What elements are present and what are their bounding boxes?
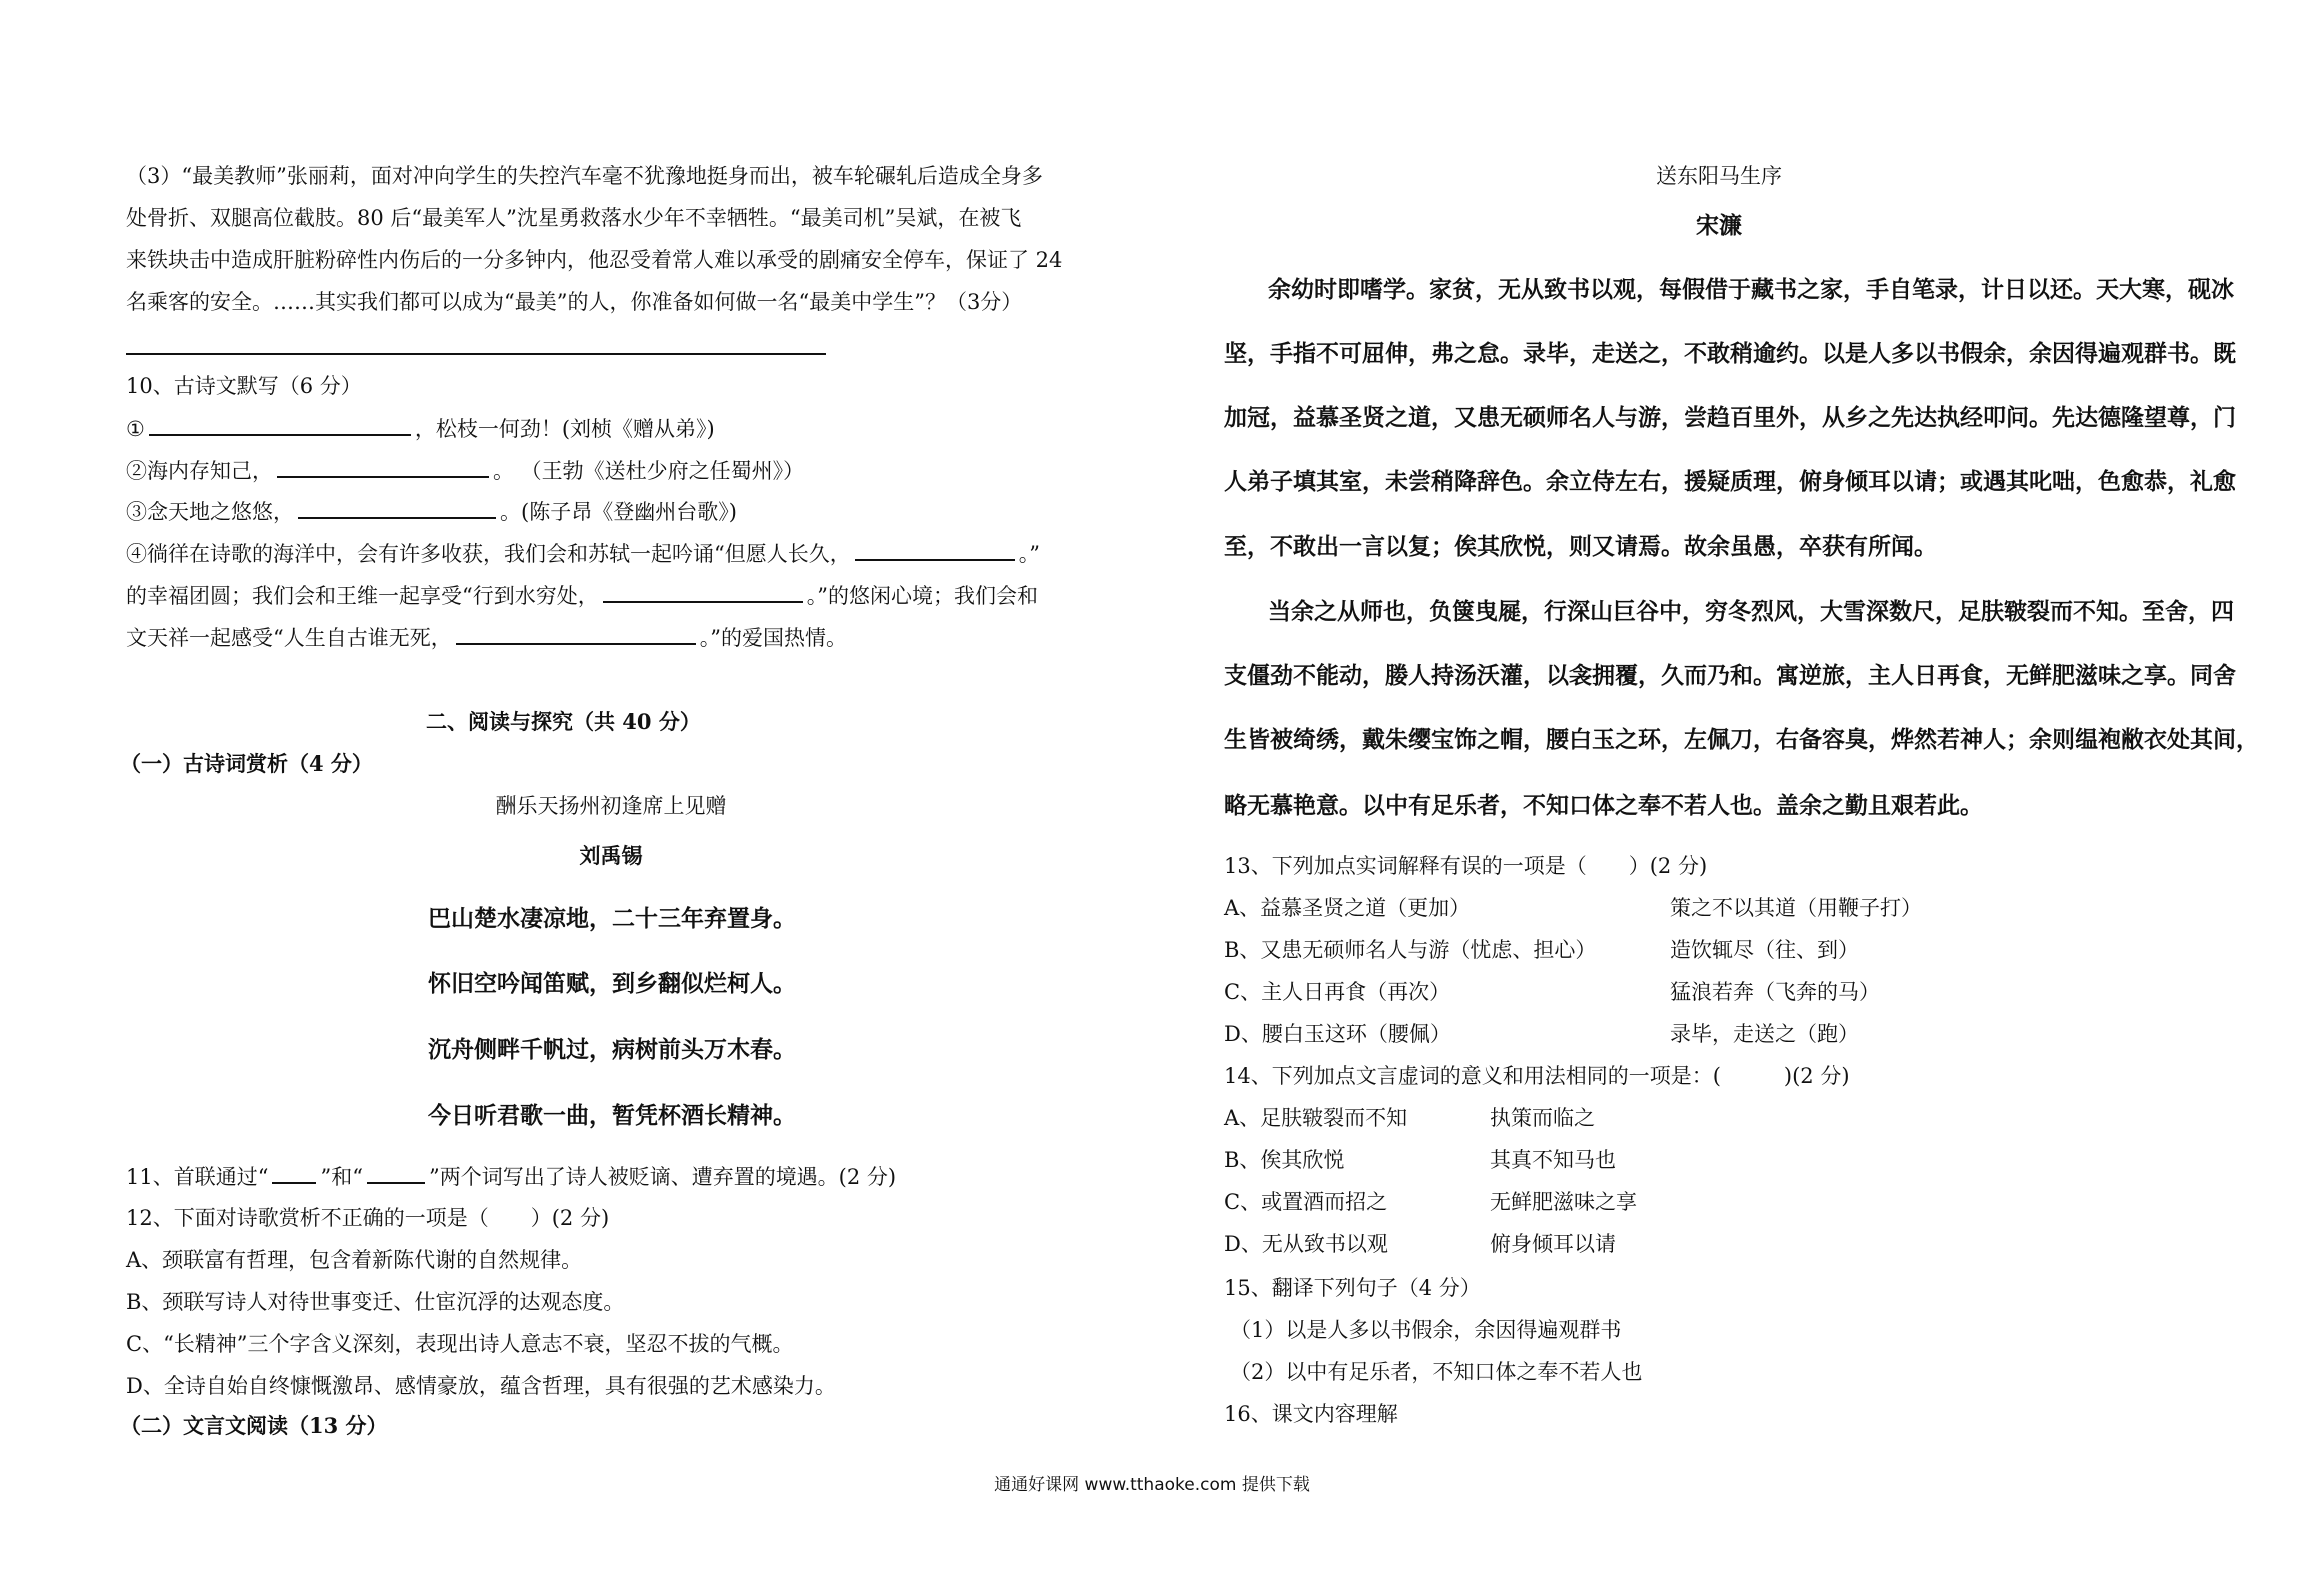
q10-item4-line2	[126, 581, 1038, 610]
essay-title: 送东阳马生序	[1656, 164, 1782, 188]
q13-d-left: D、腰白玉这环（腰佩）	[1224, 1022, 1451, 1046]
para1-line3: 加冠，益慕圣贤之道，又患无硕师名人与游，尝趋百里外，从乡之先达执经叩问。先达德隆望尊，门	[1224, 404, 2236, 431]
poem-line-4: 今日听君歌一曲，暂凭杯酒长精神。	[428, 1102, 796, 1129]
q11-c: ”两个词写出了诗人被贬谪、遭弃置的境遇。(2 分)	[428, 1165, 897, 1189]
q14-d-right: 俯身倾耳以请	[1490, 1232, 1616, 1256]
q9-3-line2: 处骨折、双腿高位截肢。80 后“最美军人”沈星勇救落水少年不幸牺牲。“最美司机”吴斌，在被飞	[126, 206, 1022, 230]
q10-item2	[126, 456, 804, 485]
poem-author: 刘禹锡	[579, 843, 643, 868]
q14-b-right: 其真不知马也	[1490, 1148, 1616, 1172]
q14-c-right: 无鲜肥滋味之享	[1490, 1190, 1637, 1214]
q10-item4-e: 文天祥一起感受“人生自古谁无死，	[126, 626, 452, 650]
q14-b-left: B、俟其欣悦	[1224, 1148, 1345, 1172]
q14-d-left: D、无从致书以观	[1224, 1232, 1388, 1256]
q12-option-b: B、颈联写诗人对待世事变迁、仕宦沉浮的达观态度。	[126, 1290, 625, 1314]
q10-item4-d: 。”的悠闲心境；我们会和	[806, 584, 1038, 608]
q10-item2-suffix: 。 （王勃《送杜少府之任蜀州》）	[493, 459, 805, 483]
q14-a-left: A、足肤皲裂而不知	[1224, 1106, 1408, 1130]
q10-item1-prefix: ①	[126, 417, 145, 441]
blank-1[interactable]	[149, 414, 411, 436]
q13-c-right: 猛浪若奔（飞奔的马）	[1670, 980, 1880, 1004]
q9-3-line1: （3）“最美教师”张丽莉，面对冲向学生的失控汽车毫不犹豫地挺身而出，被车轮碾轧后造成全身多	[126, 164, 1043, 188]
q12-option-a: A、颈联富有哲理，包含着新陈代谢的自然规律。	[126, 1248, 583, 1272]
poem-line-3: 沉舟侧畔千帆过，病树前头万木春。	[428, 1036, 796, 1063]
blank-q11-2[interactable]	[367, 1162, 425, 1184]
footer-credit: 通通好课网 www.tthaoke.com 提供下载	[994, 1475, 1310, 1495]
q10-item1-suffix: ，松枝一何劲！(刘桢《赠从弟》)	[414, 417, 715, 441]
answer-line	[126, 353, 826, 355]
blank-2[interactable]	[277, 456, 489, 478]
q13-b-left: B、又患无硕师名人与游（忧虑、担心）	[1224, 938, 1597, 962]
q14-title: 14、下列加点文言虚词的意义和用法相同的一项是：( )(2 分)	[1224, 1064, 1850, 1088]
q10-item3-prefix: ③念天地之悠悠，	[126, 500, 294, 524]
q11-a: 11、首联通过“	[126, 1165, 269, 1189]
blank-5[interactable]	[603, 581, 803, 603]
q16-title: 16、课文内容理解	[1224, 1402, 1398, 1426]
para1-line4: 人弟子填其室，未尝稍降辞色。余立侍左右，援疑质理，俯身倾耳以请；或遇其叱咄，色愈恭，礼愈	[1224, 468, 2236, 495]
part2-title: （二）文言文阅读（13 分）	[120, 1413, 388, 1438]
para2-line4: 略无慕艳意。以中有足乐者，不知口体之奉不若人也。盖余之勤且艰若此。	[1224, 792, 1983, 819]
q13-c-left: C、主人日再食（再次）	[1224, 980, 1451, 1004]
blank-q11-1[interactable]	[272, 1162, 316, 1184]
q15-item1: （1）以是人多以书假余，余因得遍观群书	[1230, 1318, 1622, 1342]
q10-item4-line1	[126, 539, 1040, 568]
q10-item3-suffix: 。(陈子昂《登幽州台歌》)	[500, 500, 737, 524]
q13-d-right: 录毕，走送之（跑）	[1670, 1022, 1859, 1046]
para1-line1: 余幼时即嗜学。家贫，无从致书以观，每假借于藏书之家，手自笔录，计日以还。天大寒，砚冰	[1268, 276, 2234, 303]
q10-item4-a: ④徜徉在诗歌的海洋中，会有许多收获，我们会和苏轼一起吟诵“但愿人长久，	[126, 542, 851, 566]
para1-line5: 至，不敢出一言以复；俟其欣悦，则又请焉。故余虽愚，卒获有所闻。	[1224, 533, 1937, 560]
q10-item1	[126, 414, 715, 443]
q10-title: 10、古诗文默写（6 分）	[126, 374, 362, 398]
essay-author: 宋濂	[1696, 212, 1742, 239]
poem-line-2: 怀旧空吟闻笛赋，到乡翻似烂柯人。	[428, 970, 796, 997]
q12-option-d: D、全诗自始自终慷慨激昂、感情豪放，蕴含哲理，具有很强的艺术感染力。	[126, 1374, 836, 1398]
q9-3-line3: 来铁块击中造成肝脏粉碎性内伤后的一分多钟内，他忍受着常人难以承受的剧痛安全停车，保证了 24	[126, 248, 1063, 272]
q10-item2-prefix: ②海内存知己，	[126, 459, 273, 483]
q15-item2: （2）以中有足乐者，不知口体之奉不若人也	[1230, 1360, 1643, 1384]
poem-line-1: 巴山楚水凄凉地，二十三年弃置身。	[428, 905, 796, 932]
blank-6[interactable]	[456, 623, 696, 645]
para2-line3: 生皆被绮绣，戴朱缨宝饰之帽，腰白玉之环，左佩刀，右备容臭，烨然若神人；余则缊袍敝衣处其间，	[1224, 726, 2259, 753]
q10-item4-c: 的幸福团圆；我们会和王维一起享受“行到水穷处，	[126, 584, 599, 608]
para2-line1: 当余之从师也，负箧曳屣，行深山巨谷中，穷冬烈风，大雪深数尺，足肤皲裂而不知。至舍，四	[1268, 598, 2234, 625]
q14-a-right: 执策而临之	[1490, 1106, 1595, 1130]
blank-3[interactable]	[298, 497, 496, 519]
q10-item4-line3	[126, 623, 847, 652]
blank-4[interactable]	[855, 539, 1015, 561]
poem-title: 酬乐天扬州初逢席上见赠	[495, 794, 727, 818]
q10-item4-f: 。”的爱国热情。	[699, 626, 847, 650]
q13-title: 13、下列加点实词解释有误的一项是（ ）(2 分)	[1224, 854, 1708, 878]
q14-c-left: C、或置酒而招之	[1224, 1190, 1388, 1214]
q15-title: 15、翻译下列句子（4 分）	[1224, 1276, 1481, 1300]
para2-line2: 支僵劲不能动，媵人持汤沃灌，以衾拥覆，久而乃和。寓逆旅，主人日再食，无鲜肥滋味之享。同舍	[1224, 662, 2236, 689]
para1-line2: 坚，手指不可屈伸，弗之怠。录毕，走送之，不敢稍逾约。以是人多以书假余，余因得遍观群书。既	[1224, 340, 2236, 367]
q13-a-left: A、益慕圣贤之道（更加）	[1224, 896, 1471, 920]
q9-3-line4: 名乘客的安全。……其实我们都可以成为“最美”的人，你准备如何做一名“最美中学生”？（3分）	[126, 290, 1023, 314]
q13-b-right: 造饮辄尽（往、到）	[1670, 938, 1859, 962]
q12-title: 12、下面对诗歌赏析不正确的一项是（ ）(2 分)	[126, 1206, 610, 1230]
q12-option-c: C、“长精神”三个字含义深刻，表现出诗人意志不衰，坚忍不拔的气概。	[126, 1332, 794, 1356]
q11	[126, 1162, 896, 1191]
section2-title: 二、阅读与探究（共 40 分）	[426, 709, 701, 734]
q13-a-right: 策之不以其道（用鞭子打）	[1670, 896, 1922, 920]
q10-item3	[126, 497, 737, 526]
part1-title: （一）古诗词赏析（4 分）	[120, 751, 373, 776]
q10-item4-b: 。”	[1018, 542, 1040, 566]
q11-b: ”和“	[320, 1165, 363, 1189]
